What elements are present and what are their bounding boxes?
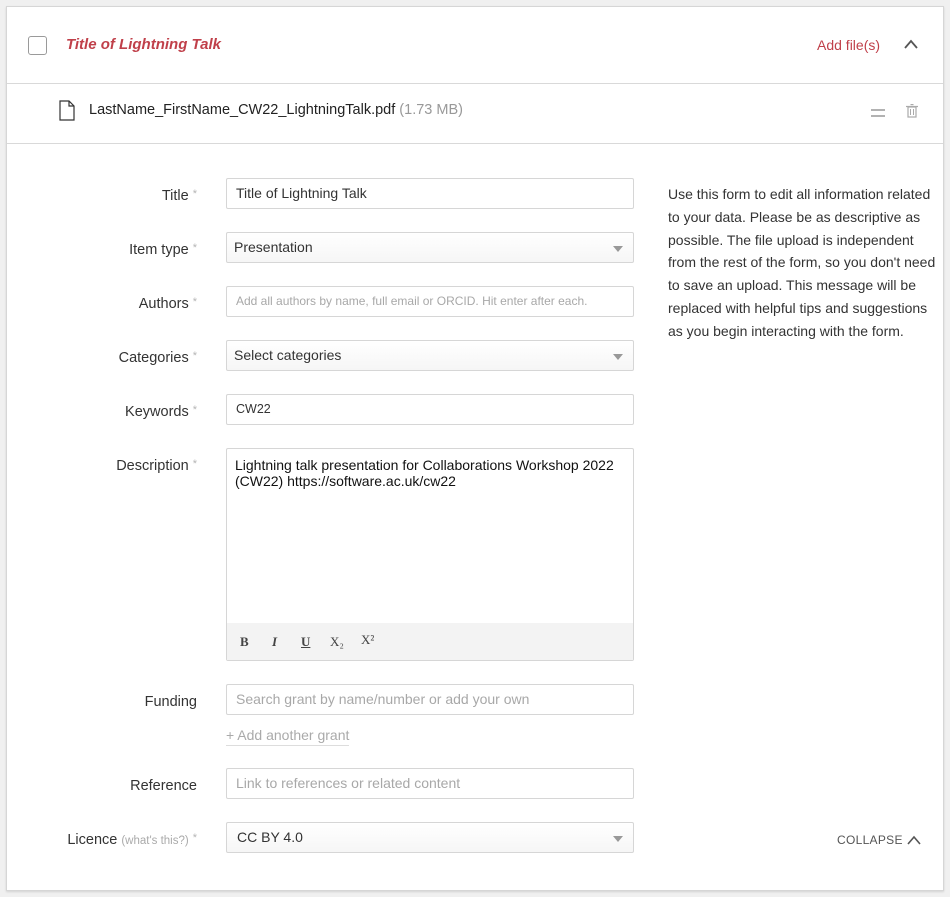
file-name	[89, 102, 463, 118]
file-row	[7, 84, 943, 144]
drag-handle-icon[interactable]	[871, 109, 885, 117]
categories-value: Select categories	[234, 347, 342, 363]
title-input[interactable]: Title of Lightning Talk	[226, 178, 634, 209]
licence-select[interactable]	[226, 822, 634, 853]
licence-help-link[interactable]: (what's this?)	[121, 835, 189, 847]
required-marker: *	[192, 458, 197, 470]
item-type-label	[7, 242, 197, 258]
item-header	[7, 7, 943, 84]
subscript-button[interactable]: X₂	[330, 634, 344, 649]
funding-label: Funding	[144, 694, 197, 710]
item-card	[6, 6, 944, 891]
item-select-checkbox[interactable]	[28, 36, 47, 55]
collapse-button[interactable]: COLLAPSE	[837, 833, 903, 847]
chevron-up-icon[interactable]	[903, 38, 919, 50]
authors-label	[7, 296, 197, 312]
help-text: Use this form to edit all information related to your data. Please be as descriptive as possible. The file upload is independent from the rest of the form, so you don't need to save an upload. This message will be replaced with helpful tips and suggestions as you begin interacting with the form.	[668, 186, 936, 339]
description-text[interactable]: Lightning talk presentation for Collaborations Workshop 2022 (CW22) https://software.ac.uk/cw22	[235, 457, 614, 489]
authors-placeholder: Add all authors by name, full email or ORCID. Hit enter after each.	[236, 294, 588, 308]
caret-down-icon	[613, 354, 623, 360]
add-another-grant-link[interactable]: + Add another grant	[226, 727, 349, 746]
caret-down-icon	[613, 836, 623, 842]
title-label-text: Title	[161, 188, 189, 204]
superscript-button[interactable]: X²	[361, 632, 375, 647]
required-marker: *	[192, 296, 197, 308]
categories-label	[7, 350, 197, 366]
authors-input[interactable]	[226, 286, 634, 317]
reference-placeholder: Link to references or related content	[236, 775, 461, 791]
reference-input[interactable]	[226, 768, 634, 799]
trash-icon[interactable]	[906, 104, 918, 118]
required-marker: *	[192, 404, 197, 416]
description-label	[7, 458, 197, 474]
item-type-select[interactable]	[226, 232, 634, 263]
add-files-link[interactable]: Add file(s)	[817, 37, 881, 53]
underline-button[interactable]: U	[301, 634, 311, 649]
required-marker: *	[192, 242, 197, 254]
chevron-up-icon[interactable]	[907, 835, 921, 845]
required-marker: *	[192, 188, 197, 200]
keywords-label-text: Keywords	[125, 404, 189, 420]
required-marker: *	[192, 350, 197, 362]
caret-down-icon	[613, 246, 623, 252]
categories-select[interactable]	[226, 340, 634, 371]
keywords-label	[7, 404, 197, 420]
authors-label-text: Authors	[138, 296, 189, 312]
reference-label: Reference	[130, 778, 197, 794]
description-toolbar	[227, 623, 633, 660]
item-type-label-text: Item type	[129, 242, 189, 258]
licence-value: CC BY 4.0	[237, 829, 303, 845]
item-type-value: Presentation	[234, 239, 313, 255]
bold-button[interactable]: B	[240, 634, 249, 649]
file-name-text: LastName_FirstName_CW22_LightningTalk.pdf	[89, 102, 396, 118]
description-label-text: Description	[116, 458, 189, 474]
categories-label-text: Categories	[118, 350, 189, 366]
title-label	[7, 188, 197, 204]
item-title: Title of Lightning Talk	[66, 36, 221, 53]
funding-input[interactable]	[226, 684, 634, 715]
file-icon	[59, 100, 75, 121]
description-editor[interactable]	[226, 448, 634, 661]
licence-label	[7, 832, 197, 848]
file-size: (1.73 MB)	[399, 102, 463, 118]
italic-button[interactable]: I	[272, 634, 278, 649]
funding-placeholder: Search grant by name/number or add your own	[236, 691, 530, 707]
licence-label-text: Licence	[67, 832, 118, 848]
required-marker: *	[192, 832, 197, 844]
keywords-input[interactable]: CW22	[226, 394, 634, 425]
